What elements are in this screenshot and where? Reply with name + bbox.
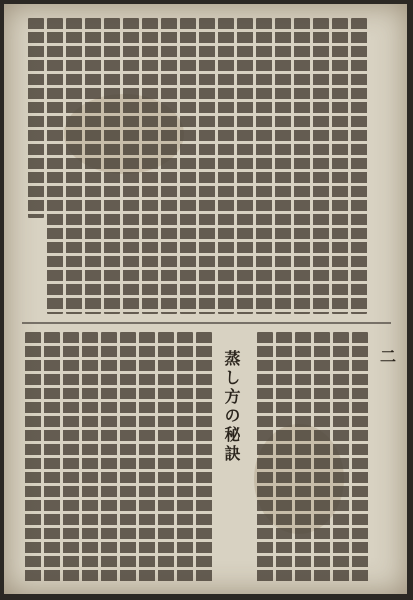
text-column: [237, 18, 253, 314]
section-divider: [22, 322, 391, 324]
text-column: [199, 18, 215, 314]
text-column: [196, 332, 212, 582]
text-column: [218, 18, 234, 314]
text-column: [142, 18, 158, 314]
text-column: [28, 18, 44, 218]
text-column: [139, 332, 155, 582]
book-page: [4, 4, 407, 594]
text-column: [332, 18, 348, 314]
upper-text-block: [22, 18, 367, 314]
text-column: [351, 18, 367, 314]
text-column: [275, 18, 291, 314]
lower-left-text-block: [22, 332, 212, 582]
text-column: [313, 18, 329, 314]
text-column: [333, 332, 349, 582]
lower-right-text-block: [246, 332, 368, 582]
text-column: [63, 332, 79, 582]
text-column: [352, 332, 368, 582]
text-column: [314, 332, 330, 582]
text-column: [158, 332, 174, 582]
text-column: [104, 18, 120, 314]
text-column: [294, 18, 310, 314]
text-column: [101, 332, 117, 582]
text-column: [276, 332, 292, 582]
text-column: [295, 332, 311, 582]
text-column: [44, 332, 60, 582]
text-column: [66, 18, 82, 314]
text-column: [25, 332, 41, 582]
text-column: [161, 18, 177, 314]
text-column: [177, 332, 193, 582]
text-column: [256, 18, 272, 314]
text-column: [85, 18, 101, 314]
text-column: [82, 332, 98, 582]
text-column: [257, 332, 273, 582]
section-heading: 蒸し方の秘訣: [222, 350, 241, 464]
text-column: [180, 18, 196, 314]
page-number: 二: [380, 347, 397, 366]
text-column: [47, 18, 63, 314]
text-column: [123, 18, 139, 314]
text-column: [120, 332, 136, 582]
